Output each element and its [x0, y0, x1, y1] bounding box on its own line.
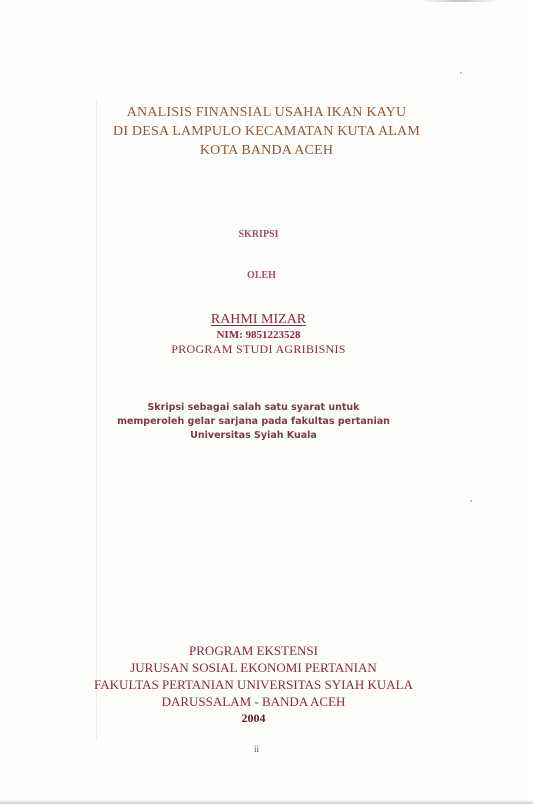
page-number: ii	[253, 744, 259, 754]
institution-line-4: DARUSSALAM - BANDA ACEH	[161, 694, 346, 709]
scan-edge-bottom	[0, 800, 533, 804]
institution-line-1: PROGRAM EKSTENSI	[189, 643, 318, 658]
by-label: OLEH	[247, 270, 276, 281]
publication-year: 2004	[241, 711, 266, 725]
thesis-title	[0, 103, 533, 160]
author-name: RAHMI MIZAR	[210, 312, 307, 327]
institution-line-2: JURUSAN SOSIAL EKONOMI PERTANIAN	[130, 660, 377, 675]
study-program: PROGRAM STUDI AGRIBISNIS	[171, 342, 346, 356]
purpose-line-3: Universitas Syiah Kuala	[190, 430, 317, 441]
title-line-2: DI DESA LAMPULO KECAMATAN KUTA ALAM	[113, 124, 420, 139]
author-block	[0, 312, 525, 357]
scan-edge-top	[420, 0, 500, 2]
purpose-line-2: memperoleh gelar sarjana pada fakultas pertanian	[117, 416, 390, 427]
institution-block	[0, 642, 520, 727]
purpose-line-1: Skripsi sebagai salah satu syarat untuk	[147, 402, 360, 413]
purpose-statement	[0, 401, 520, 443]
title-line-3: KOTA BANDA ACEH	[199, 143, 334, 158]
student-id: NIM: 9851223528	[216, 329, 301, 341]
title-line-1: ANALISIS FINANSIAL USAHA IKAN KAYU	[126, 105, 407, 120]
scan-speck	[460, 72, 462, 74]
scan-speck	[470, 500, 472, 502]
institution-line-3: FAKULTAS PERTANIAN UNIVERSITAS SYIAH KUALA	[94, 677, 413, 692]
document-type-label: SKRIPSI	[238, 229, 279, 240]
